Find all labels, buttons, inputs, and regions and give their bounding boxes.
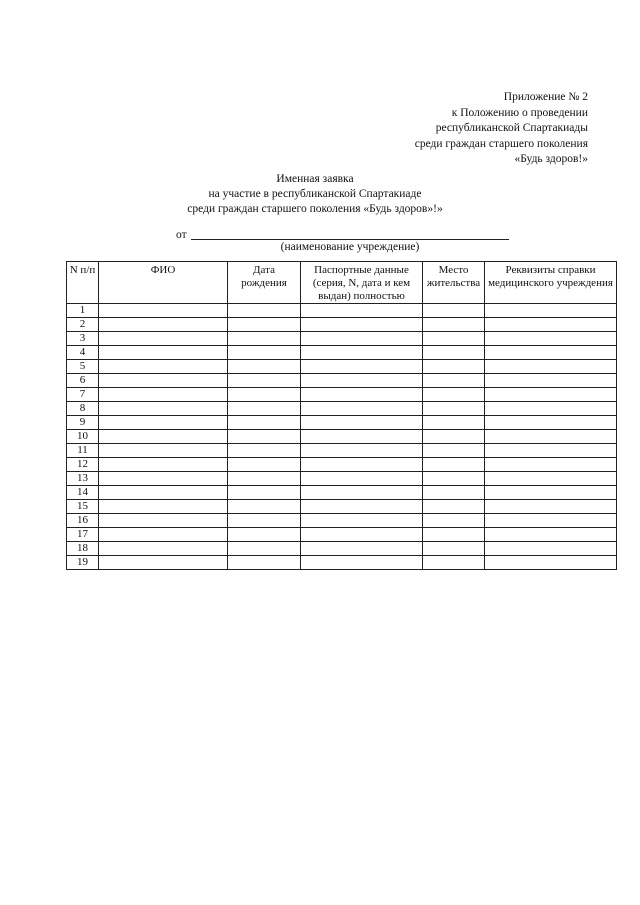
table-row bbox=[67, 528, 617, 542]
row-number: 19 bbox=[67, 556, 99, 570]
residence-cell[interactable] bbox=[423, 514, 485, 528]
table-row bbox=[67, 500, 617, 514]
medical-certificate-cell[interactable] bbox=[485, 304, 617, 318]
birth-date-cell[interactable] bbox=[228, 318, 301, 332]
birth-date-cell[interactable] bbox=[228, 542, 301, 556]
medical-certificate-cell[interactable] bbox=[485, 500, 617, 514]
fio-cell[interactable] bbox=[99, 318, 228, 332]
fio-cell[interactable] bbox=[99, 528, 228, 542]
header-birth-date: Дата рождения bbox=[228, 262, 301, 304]
medical-certificate-cell[interactable] bbox=[485, 514, 617, 528]
residence-cell[interactable] bbox=[423, 528, 485, 542]
residence-cell[interactable] bbox=[423, 542, 485, 556]
passport-cell[interactable] bbox=[301, 514, 423, 528]
birth-date-cell[interactable] bbox=[228, 304, 301, 318]
table-row bbox=[67, 444, 617, 458]
medical-certificate-cell[interactable] bbox=[485, 318, 617, 332]
birth-date-cell[interactable] bbox=[228, 472, 301, 486]
passport-cell[interactable] bbox=[301, 374, 423, 388]
table-row bbox=[67, 318, 617, 332]
residence-cell[interactable] bbox=[423, 388, 485, 402]
table-row bbox=[67, 346, 617, 360]
row-number: 12 bbox=[67, 458, 99, 472]
residence-cell[interactable] bbox=[423, 346, 485, 360]
row-number: 1 bbox=[67, 304, 99, 318]
passport-cell[interactable] bbox=[301, 304, 423, 318]
birth-date-cell[interactable] bbox=[228, 444, 301, 458]
row-number: 11 bbox=[67, 444, 99, 458]
medical-certificate-cell[interactable] bbox=[485, 486, 617, 500]
table-row bbox=[67, 430, 617, 444]
birth-date-cell[interactable] bbox=[228, 332, 301, 346]
row-number: 6 bbox=[67, 374, 99, 388]
fio-cell[interactable] bbox=[99, 542, 228, 556]
passport-cell[interactable] bbox=[301, 360, 423, 374]
birth-date-cell[interactable] bbox=[228, 388, 301, 402]
header-fio: ФИО bbox=[99, 262, 228, 304]
medical-certificate-cell[interactable] bbox=[485, 332, 617, 346]
medical-certificate-cell[interactable] bbox=[485, 388, 617, 402]
table-row bbox=[67, 416, 617, 430]
table-row bbox=[67, 374, 617, 388]
passport-cell[interactable] bbox=[301, 388, 423, 402]
organization-name-caption: (наименование учреждение) bbox=[280, 241, 420, 253]
appendix-line: среди граждан старшего поколения bbox=[414, 137, 588, 150]
fio-cell[interactable] bbox=[99, 346, 228, 360]
appendix-line: Приложение № 2 bbox=[503, 91, 588, 103]
birth-date-cell[interactable] bbox=[228, 500, 301, 514]
row-number: 8 bbox=[67, 402, 99, 416]
fio-cell[interactable] bbox=[99, 360, 228, 374]
table-row bbox=[67, 486, 617, 500]
fio-cell[interactable] bbox=[99, 374, 228, 388]
table-row bbox=[67, 360, 617, 374]
title-line: на участие в республиканской Спартакиаде bbox=[208, 188, 422, 200]
residence-cell[interactable] bbox=[423, 318, 485, 332]
passport-cell[interactable] bbox=[301, 556, 423, 570]
row-number: 5 bbox=[67, 360, 99, 374]
residence-cell[interactable] bbox=[423, 458, 485, 472]
row-number: 7 bbox=[67, 388, 99, 402]
row-number: 14 bbox=[67, 486, 99, 500]
residence-cell[interactable] bbox=[423, 360, 485, 374]
medical-certificate-cell[interactable] bbox=[485, 430, 617, 444]
row-number: 13 bbox=[67, 472, 99, 486]
participants-table bbox=[66, 261, 617, 570]
table-row bbox=[67, 304, 617, 318]
row-number: 10 bbox=[67, 430, 99, 444]
passport-cell[interactable] bbox=[301, 458, 423, 472]
table-row bbox=[67, 388, 617, 402]
header-residence: Место жительства bbox=[423, 262, 485, 304]
medical-certificate-cell[interactable] bbox=[485, 458, 617, 472]
fio-cell[interactable] bbox=[99, 556, 228, 570]
passport-cell[interactable] bbox=[301, 402, 423, 416]
birth-date-cell[interactable] bbox=[228, 514, 301, 528]
fio-cell[interactable] bbox=[99, 458, 228, 472]
row-number: 18 bbox=[67, 542, 99, 556]
header-number: N п/п bbox=[67, 262, 99, 304]
passport-cell[interactable] bbox=[301, 486, 423, 500]
fio-cell[interactable] bbox=[99, 472, 228, 486]
fio-cell[interactable] bbox=[99, 416, 228, 430]
birth-date-cell[interactable] bbox=[228, 374, 301, 388]
fio-cell[interactable] bbox=[99, 500, 228, 514]
table-header-row bbox=[67, 262, 617, 304]
row-number: 4 bbox=[67, 346, 99, 360]
passport-cell[interactable] bbox=[301, 542, 423, 556]
residence-cell[interactable] bbox=[423, 430, 485, 444]
fio-cell[interactable] bbox=[99, 486, 228, 500]
passport-cell[interactable] bbox=[301, 318, 423, 332]
birth-date-cell[interactable] bbox=[228, 556, 301, 570]
residence-cell[interactable] bbox=[423, 556, 485, 570]
medical-certificate-cell[interactable] bbox=[485, 556, 617, 570]
medical-certificate-cell[interactable] bbox=[485, 472, 617, 486]
fio-cell[interactable] bbox=[99, 444, 228, 458]
appendix-header bbox=[415, 90, 588, 168]
medical-certificate-cell[interactable] bbox=[485, 444, 617, 458]
fio-cell[interactable] bbox=[99, 304, 228, 318]
birth-date-cell[interactable] bbox=[228, 416, 301, 430]
medical-certificate-cell[interactable] bbox=[485, 374, 617, 388]
appendix-line: «Будь здоров!» bbox=[514, 153, 588, 165]
title-line: среди граждан старшего поколения «Будь здоров»!» bbox=[187, 203, 443, 215]
passport-cell[interactable] bbox=[301, 500, 423, 514]
residence-cell[interactable] bbox=[423, 304, 485, 318]
birth-date-cell[interactable] bbox=[228, 346, 301, 360]
residence-cell[interactable] bbox=[423, 374, 485, 388]
from-label: от bbox=[176, 229, 187, 241]
passport-cell[interactable] bbox=[301, 332, 423, 346]
appendix-line: республиканской Спартакиады bbox=[435, 122, 588, 134]
medical-certificate-cell[interactable] bbox=[485, 402, 617, 416]
table-row bbox=[67, 458, 617, 472]
row-number: 17 bbox=[67, 528, 99, 542]
passport-cell[interactable] bbox=[301, 528, 423, 542]
header-passport: Паспортные данные (серия, N, дата и кем выдан) полностью bbox=[301, 262, 423, 304]
title-line: Именная заявка bbox=[276, 173, 354, 185]
table-row bbox=[67, 542, 617, 556]
header-medical-certificate: Реквизиты справки медицинского учреждения bbox=[485, 262, 617, 304]
row-number: 15 bbox=[67, 500, 99, 514]
table-row bbox=[67, 472, 617, 486]
medical-certificate-cell[interactable] bbox=[485, 542, 617, 556]
fio-cell[interactable] bbox=[99, 514, 228, 528]
birth-date-cell[interactable] bbox=[228, 458, 301, 472]
medical-certificate-cell[interactable] bbox=[485, 346, 617, 360]
residence-cell[interactable] bbox=[423, 444, 485, 458]
fio-cell[interactable] bbox=[99, 402, 228, 416]
document-title bbox=[180, 172, 450, 217]
appendix-line: к Положению о проведении bbox=[451, 106, 588, 119]
fio-cell[interactable] bbox=[99, 430, 228, 444]
residence-cell[interactable] bbox=[423, 486, 485, 500]
table-row bbox=[67, 556, 617, 570]
medical-certificate-cell[interactable] bbox=[485, 416, 617, 430]
birth-date-cell[interactable] bbox=[228, 528, 301, 542]
passport-cell[interactable] bbox=[301, 346, 423, 360]
fio-cell[interactable] bbox=[99, 388, 228, 402]
medical-certificate-cell[interactable] bbox=[485, 360, 617, 374]
table-body bbox=[67, 304, 617, 570]
residence-cell[interactable] bbox=[423, 402, 485, 416]
birth-date-cell[interactable] bbox=[228, 360, 301, 374]
table-row bbox=[67, 514, 617, 528]
birth-date-cell[interactable] bbox=[228, 402, 301, 416]
passport-cell[interactable] bbox=[301, 416, 423, 430]
row-number: 3 bbox=[67, 332, 99, 346]
passport-cell[interactable] bbox=[301, 430, 423, 444]
residence-cell[interactable] bbox=[423, 332, 485, 346]
passport-cell[interactable] bbox=[301, 444, 423, 458]
birth-date-cell[interactable] bbox=[228, 430, 301, 444]
row-number: 16 bbox=[67, 514, 99, 528]
table-row bbox=[67, 402, 617, 416]
medical-certificate-cell[interactable] bbox=[485, 528, 617, 542]
residence-cell[interactable] bbox=[423, 500, 485, 514]
residence-cell[interactable] bbox=[423, 472, 485, 486]
table-row bbox=[67, 332, 617, 346]
row-number: 9 bbox=[67, 416, 99, 430]
residence-cell[interactable] bbox=[423, 416, 485, 430]
fio-cell[interactable] bbox=[99, 332, 228, 346]
row-number: 2 bbox=[67, 318, 99, 332]
passport-cell[interactable] bbox=[301, 472, 423, 486]
birth-date-cell[interactable] bbox=[228, 486, 301, 500]
